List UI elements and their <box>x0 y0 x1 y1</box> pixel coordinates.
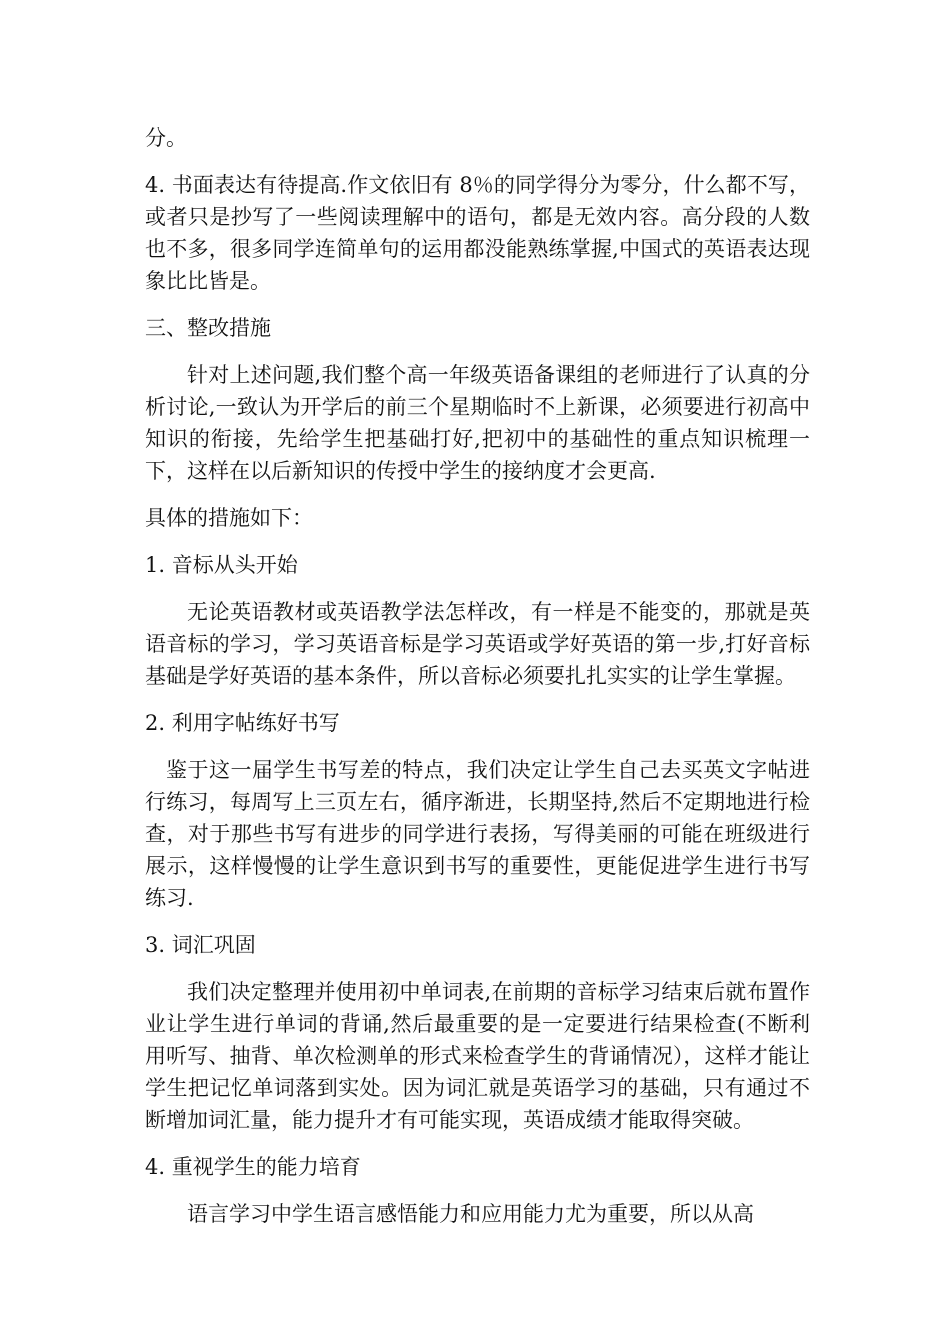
subheading-phonetics: 1. 音标从头开始 <box>145 553 298 577</box>
paragraph-ability: 语言学习中学生语言感悟能力和应用能力尤为重要，所以从高 <box>187 1202 754 1226</box>
paragraph-vocabulary: 我们决定整理并使用初中单词表,在前期的音标学习结束后就布置作业让学生进行单词的背诵,然后最重要的是一定要进行结果检查(不断利用听写、抽背、单次检测单的形式来检查学生的背诵情况），这样才能让学生把记忆单词落到实处。因为词汇就是英语学习的基础，只有通过不断增加词汇量，能力提升才有可能实现，英语成绩才能取得突破。 <box>145 980 810 1132</box>
subheading-handwriting: 2. 利用字帖练好书写 <box>145 711 340 735</box>
section-heading-rectification: 三、整改措施 <box>145 316 271 340</box>
subheading-vocabulary: 3. 词汇巩固 <box>145 933 256 957</box>
paragraph-continuation: 分。 <box>145 126 187 150</box>
document-body <box>145 122 810 1245</box>
paragraph-handwriting: 鉴于这一届学生书写差的特点，我们决定让学生自己去买英文字帖进行练习，每周写上三页左右，循序渐进，长期坚持,然后不定期地进行检查，对于那些书写有进步的同学进行表扬，写得美丽的可能在班级进行展示，这样慢慢的让学生意识到书写的重要性，更能促进学生进行书写练习. <box>145 758 810 910</box>
subheading-ability: 4. 重视学生的能力培育 <box>145 1155 361 1179</box>
paragraph-phonetics: 无论英语教材或英语教学法怎样改，有一样是不能变的，那就是英语音标的学习，学习英语音标是学习英语或学好英语的第一步,打好音标基础是学好英语的基本条件，所以音标必须要扎扎实实的让学生掌握。 <box>145 600 810 688</box>
paragraph-rectification-intro: 针对上述问题,我们整个高一年级英语备课组的老师进行了认真的分析讨论,一致认为开学后的前三个星期临时不上新课，必须要进行初高中知识的衔接，先给学生把基础打好,把初中的基础性的重点知识梳理一下，这样在以后新知识的传授中学生的接纳度才会更高. <box>145 363 810 483</box>
paragraph-writing-expression: 4. 书面表达有待提高.作文依旧有 8％的同学得分为零分，什么都不写，或者只是抄写了一些阅读理解中的语句，都是无效内容。高分段的人数也不多，很多同学连简单句的运用都没能熟练掌握,中国式的英语表达现象比比皆是。 <box>145 173 810 293</box>
paragraph-measures-intro: 具体的措施如下： <box>145 506 313 530</box>
